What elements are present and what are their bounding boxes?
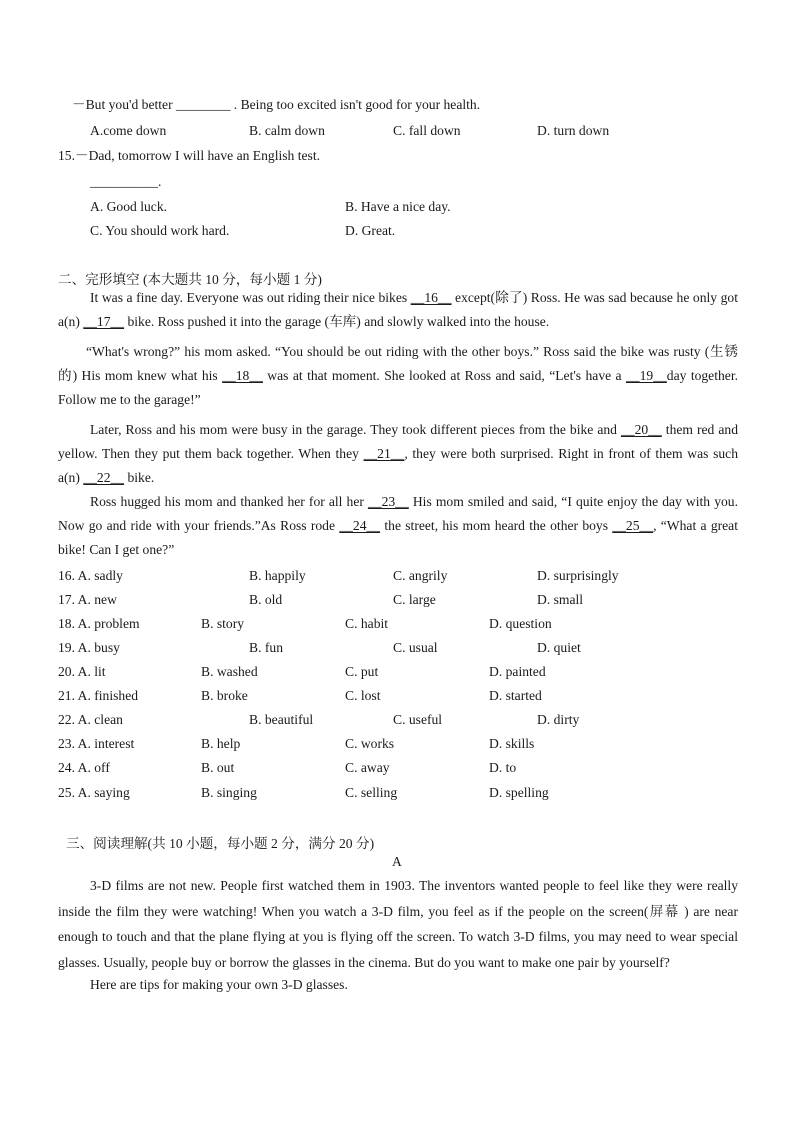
cloze-text: bike. [124,470,155,485]
q14-option-c[interactable]: C. fall down [393,123,461,138]
section2-heading: 二、完形填空 (本大题共 10 分，每小题 1 分) [58,272,322,287]
blank-23: __23__ [367,494,409,509]
blank-21: __21__ [363,446,405,461]
blank-16: __16__ [410,290,452,305]
q18-option-b[interactable]: B. story [201,616,245,631]
q21-option-a[interactable]: 21. A. finished [58,688,139,703]
cloze-text: day together. Follow me to the garage!” [58,368,738,407]
cloze-paragraph-2 [58,340,738,412]
q17-option-d[interactable]: D. small [537,592,584,607]
q18-option-d[interactable]: D. question [489,616,552,631]
blank-22: __22__ [83,470,125,485]
blank-20: __20__ [621,422,662,437]
cloze-paragraph-1 [58,286,738,334]
cloze-text: , “What a great bike! Can I get one?” [58,518,738,557]
q18-option-a[interactable]: 18. A. problem [58,616,140,631]
cloze-text: , they were both surprised. Right in front of them was such a(n) [58,446,738,485]
q20-option-b[interactable]: B. washed [201,664,258,679]
cloze-text: them red and yellow. Then they put them back together. When they [58,422,738,461]
q20-option-a[interactable]: 20. A. lit [58,664,106,679]
q19-option-b[interactable]: B. fun [249,640,283,655]
cloze-text: except(除了) Ross. He was sad because he only got a(n) [58,290,738,329]
q24-option-a[interactable]: 24. A. off [58,760,110,775]
cloze-text: bike. Ross pushed it into the garage (车库) and slowly walked into the house. [124,314,550,329]
blank-17: __17__ [83,314,125,329]
q20-option-c[interactable]: C. put [345,664,379,679]
cloze-text: Later, Ross and his mom were busy in the garage. They took different pieces from the bike and [90,422,621,437]
blank-24: __24__ [339,518,381,533]
reading-paragraph-1: 3-D films are not new. People first watched them in 1903. The inventors wanted people to feel like they were really inside the film they were watching! When you watch a 3-D film, you feel as if the people on the screen(屏幕 ) are near enough to touch and that the plane flying at you is flying off the screen. To watch 3-D films, you may need to wear special glasses. Usually, people buy or borrow the glasses in the cinema. But do you want to make one pair by yourself? [58,878,738,970]
blank-18: __18__ [222,368,263,383]
q15-option-a[interactable]: A. Good luck. [90,199,168,214]
q18-option-c[interactable]: C. habit [345,616,389,631]
q21-option-b[interactable]: B. broke [201,688,248,703]
q24-option-b[interactable]: B. out [201,760,235,775]
cloze-text: Ross hugged his mom and thanked her for all her [90,494,368,509]
q22-option-d[interactable]: D. dirty [537,712,580,727]
q23-option-a[interactable]: 23. A. interest [58,736,135,751]
cloze-text: It was a fine day. Everyone was out riding their nice bikes [90,290,411,305]
blank-19: __19__ [626,368,667,383]
q14-line: －But you'd better ________ . Being too excited isn't good for your health. [72,97,481,112]
section3-heading: 三、阅读理解(共 10 小题，每小题 2 分，满分 20 分) [66,836,375,851]
q15-stem: 15.－Dad, tomorrow I will have an English test. [58,148,321,163]
q14-option-b[interactable]: B. calm down [249,123,325,138]
q20-option-d[interactable]: D. painted [489,664,546,679]
q25-option-d[interactable]: D. spelling [489,785,549,800]
q14-option-d[interactable]: D. turn down [537,123,610,138]
q23-option-c[interactable]: C. works [345,736,395,751]
q19-option-a[interactable]: 19. A. busy [58,640,120,655]
q25-option-a[interactable]: 25. A. saying [58,785,130,800]
cloze-text: “What's wrong?” his mom asked. “You should be out riding with the other boys.” Ross said the bike was rusty (生锈的) His mom knew what his [58,344,738,383]
q22-option-b[interactable]: B. beautiful [249,712,314,727]
q19-option-c[interactable]: C. usual [393,640,438,655]
q19-option-d[interactable]: D. quiet [537,640,581,655]
q16-option-a[interactable]: 16. A. sadly [58,568,123,583]
cloze-paragraph-4 [58,490,738,562]
q15-option-c[interactable]: C. You should work hard. [90,223,230,238]
q16-option-c[interactable]: C. angrily [393,568,448,583]
q16-option-d[interactable]: D. surprisingly [537,568,619,583]
cloze-text: was at that moment. She looked at Ross and said, “Let's have a [262,368,626,383]
q14-option-a[interactable]: A.come down [90,123,167,138]
cloze-text: the street, his mom heard the other boys [380,518,613,533]
q23-option-d[interactable]: D. skills [489,736,535,751]
q21-option-d[interactable]: D. started [489,688,542,703]
q24-option-c[interactable]: C. away [345,760,390,775]
blank-25: __25__ [612,518,654,533]
q22-option-a[interactable]: 22. A. clean [58,712,123,727]
q22-option-c[interactable]: C. useful [393,712,443,727]
q24-option-d[interactable]: D. to [489,760,517,775]
q17-option-a[interactable]: 17. A. new [58,592,117,607]
q21-option-c[interactable]: C. lost [345,688,381,703]
cloze-text: His mom smiled and said, “I quite enjoy the day with you. Now go and ride with your friends.”As Ross rode [58,494,738,533]
passage-label: A [392,854,402,869]
q16-option-b[interactable]: B. happily [249,568,306,583]
q23-option-b[interactable]: B. help [201,736,241,751]
q15-option-b[interactable]: B. Have a nice day. [345,199,451,214]
q25-option-c[interactable]: C. selling [345,785,398,800]
q17-option-b[interactable]: B. old [249,592,283,607]
q25-option-b[interactable]: B. singing [201,785,257,800]
q15-option-d[interactable]: D. Great. [345,223,396,238]
q17-option-c[interactable]: C. large [393,592,436,607]
q15-answer-line: __________. [90,174,162,189]
reading-paragraph-2: Here are tips for making your own 3-D glasses. [90,977,348,992]
cloze-paragraph-3 [58,418,738,490]
